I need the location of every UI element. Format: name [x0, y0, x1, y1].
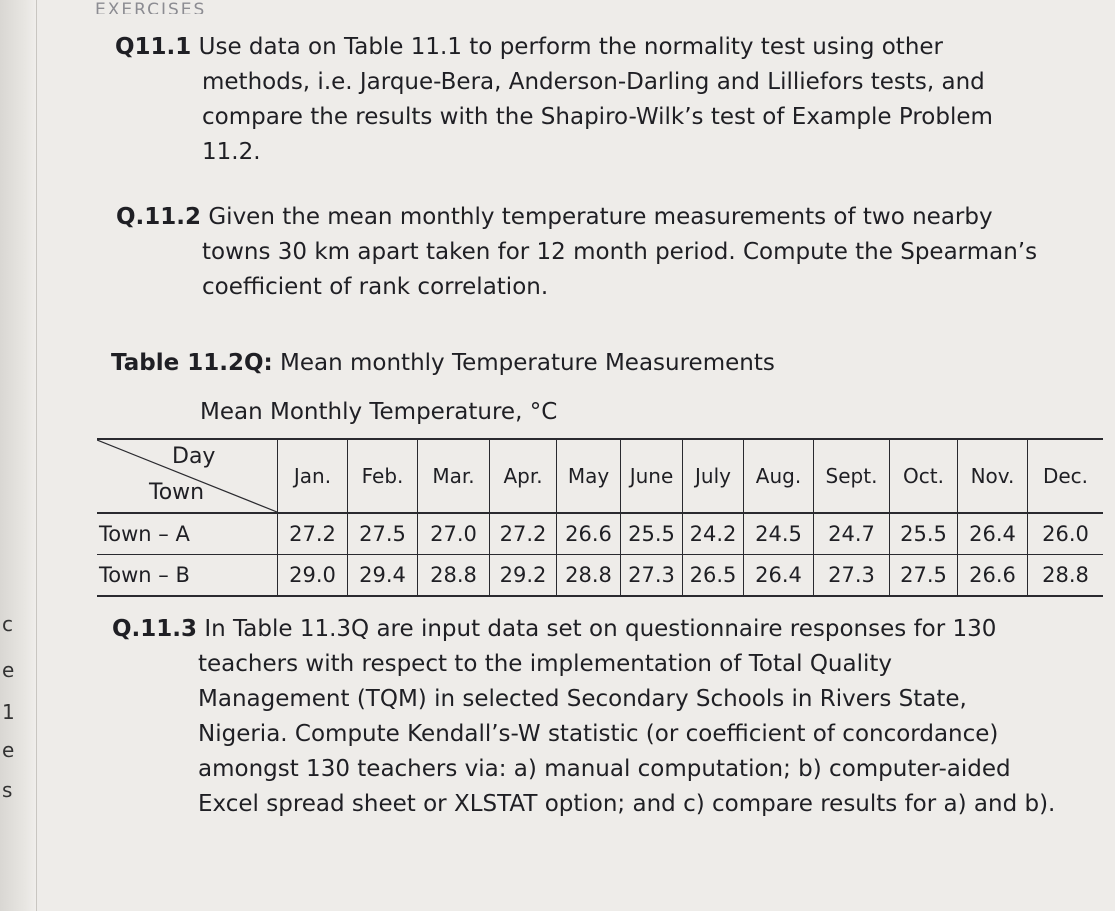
corner-day-label: Day [172, 444, 216, 469]
table-row-town-a [97, 514, 1103, 554]
corner-cell [97, 440, 277, 512]
table-cell: 26.6 [957, 555, 1027, 595]
table-cell: 26.4 [957, 514, 1027, 554]
table-header-row [97, 440, 1103, 514]
month-header: June [620, 440, 682, 512]
table-row-town-b [97, 554, 1103, 595]
table-cell: 29.4 [347, 555, 417, 595]
corner-town-label: Town [149, 480, 205, 505]
question-text-line: Given the mean monthly temperature measurements of two nearby [208, 204, 993, 230]
row-label: Town – B [99, 563, 190, 587]
question-11-3 [112, 612, 1097, 822]
table-cell: 27.2 [277, 514, 347, 554]
month-header: Sept. [813, 440, 889, 512]
table-cell: 26.4 [743, 555, 813, 595]
table-cell: 24.5 [743, 514, 813, 554]
table-cell: 27.5 [889, 555, 957, 595]
month-header: May [556, 440, 620, 512]
month-header: Jan. [277, 440, 347, 512]
question-text-line: 11.2. [202, 139, 261, 165]
table-cell: 27.5 [347, 514, 417, 554]
table-cell: 27.3 [620, 555, 682, 595]
page-gutter [0, 0, 37, 911]
month-header: Mar. [417, 440, 489, 512]
month-header: Apr. [489, 440, 556, 512]
question-text-line: Excel spread sheet or XLSTAT option; and c) compare results for a) and b). [198, 791, 1056, 817]
margin-letter: e [2, 658, 15, 682]
month-header: July [682, 440, 743, 512]
row-label: Town – A [99, 522, 190, 546]
table-cell: 26.6 [556, 514, 620, 554]
month-header: Feb. [347, 440, 417, 512]
table-cell: 29.0 [277, 555, 347, 595]
table-subtitle: Mean Monthly Temperature, °C [200, 399, 558, 425]
question-text-line: teachers with respect to the implementation of Total Quality [198, 651, 892, 677]
table-caption [111, 350, 775, 376]
table-cell: 26.0 [1027, 514, 1103, 554]
month-header: Dec. [1027, 440, 1103, 512]
question-text-line: coefficient of rank correlation. [202, 274, 549, 300]
question-text-line: Management (TQM) in selected Secondary Schools in Rivers State, [198, 686, 967, 712]
table-cell: 24.7 [813, 514, 889, 554]
table-cell: 27.2 [489, 514, 556, 554]
question-text-line: amongst 130 teachers via: a) manual computation; b) computer-aided [198, 756, 1011, 782]
question-text-line: In Table 11.3Q are input data set on questionnaire responses for 130 [204, 616, 997, 642]
margin-letter: s [2, 778, 13, 802]
question-text-line: compare the results with the Shapiro-Wilk’s test of Example Problem [202, 104, 993, 130]
month-header: Aug. [743, 440, 813, 512]
table-cell: 28.8 [556, 555, 620, 595]
section-header-fragment: EXERCISES [95, 0, 207, 14]
margin-letter: 1 [2, 700, 15, 724]
temperature-table [97, 438, 1103, 597]
table-cell: 25.5 [620, 514, 682, 554]
question-text-line: towns 30 km apart taken for 12 month period. Compute the Spearman’s [202, 239, 1038, 265]
question-number: Q.11.2 [116, 204, 202, 230]
table-caption-text: Mean monthly Temperature Measurements [280, 350, 775, 376]
margin-letter: e [2, 738, 15, 762]
question-text-line: Nigeria. Compute Kendall’s-W statistic (or coefficient of concordance) [198, 721, 999, 747]
table-cell: 26.5 [682, 555, 743, 595]
question-number: Q.11.3 [112, 616, 198, 642]
table-cell: 27.3 [813, 555, 889, 595]
question-text-line: Use data on Table 11.1 to perform the normality test using other [198, 34, 944, 60]
table-cell: 28.8 [417, 555, 489, 595]
table-cell: 27.0 [417, 514, 489, 554]
month-header: Nov. [957, 440, 1027, 512]
month-headers [277, 440, 1103, 512]
question-number: Q11.1 [115, 34, 192, 60]
table-caption-number: Table 11.2Q: [111, 350, 273, 376]
question-text-line: methods, i.e. Jarque-Bera, Anderson-Darling and Lilliefors tests, and [202, 69, 985, 95]
month-header: Oct. [889, 440, 957, 512]
table-cell: 25.5 [889, 514, 957, 554]
question-11-2 [116, 200, 1091, 305]
margin-letter: c [2, 612, 13, 636]
table-cell: 28.8 [1027, 555, 1103, 595]
table-cell: 29.2 [489, 555, 556, 595]
question-11-1 [115, 30, 1090, 170]
table-cell: 24.2 [682, 514, 743, 554]
